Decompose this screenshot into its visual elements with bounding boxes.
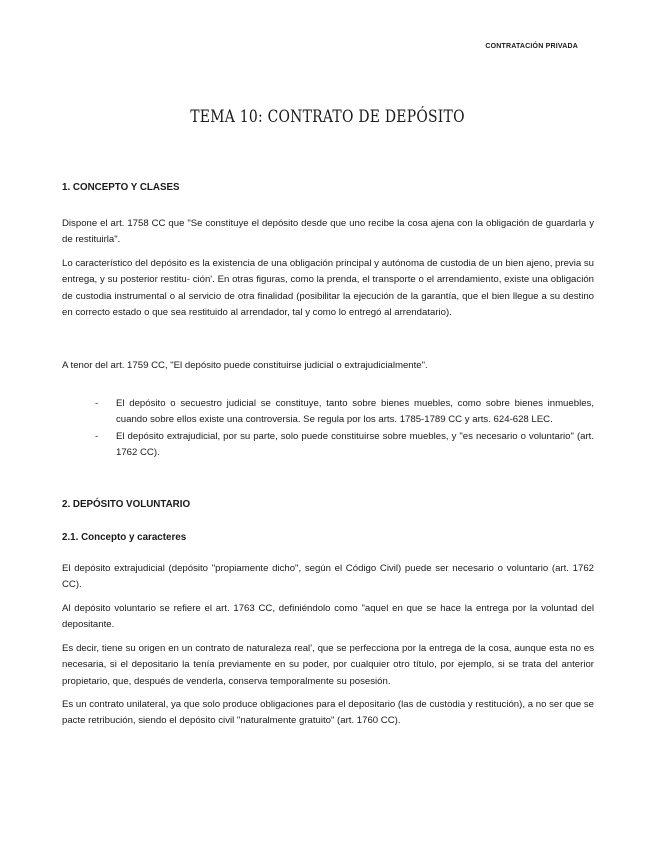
paragraph: Es un contrato unilateral, ya que solo produce obligaciones para el depositario (las de custodia y restitución), a no ser que se pacte retribución, siendo el depósito civil "naturalmente gratuito" (art. 1760 CC). — [62, 699, 594, 727]
document-title: TEMA 10: CONTRATO DE DEPÓSITO — [190, 107, 465, 127]
bullet-list — [95, 396, 594, 461]
list-item — [95, 429, 594, 462]
list-item-text: El depósito extrajudicial, por su parte, solo puede constituirse sobre muebles, y "es necesario o voluntario" (art. 1762 CC). — [116, 430, 594, 458]
paragraph: Dispone el art. 1758 CC que "Se constituye el depósito desde que uno recibe la cosa ajena con la obligación de guardarla y de restituirla". — [62, 218, 594, 246]
list-dash: - — [95, 398, 99, 409]
list-item-text: El depósito o secuestro judicial se constituye, tanto sobre bienes muebles, como sobre bienes inmuebles, cuando sobre ellos existe una controversia. Se regula por los arts. 1785-1789 CC y arts. 624-628 LEC. — [116, 398, 594, 426]
subsection-heading: 2.1. Concepto y caracteres — [62, 532, 187, 543]
paragraph: Es decir, tiene su origen en un contrato de naturaleza real', que se perfecciona por la entrega de la cosa, aunque esta no es necesaria, si el depositario la tenía previamente en su poder, por cualquier otro título, por ejemplo, si se trata del anterior propietario, que, después de venderla, conserva temporalmente su posesión. — [62, 643, 594, 687]
section-heading-deposito-voluntario: 2. DEPÓSITO VOLUNTARIO — [62, 499, 191, 510]
list-dash: - — [95, 430, 99, 442]
paragraph: Al depósito voluntario se refiere el art. 1763 CC, definiéndolo como "aquel en que se hace la entrega por la voluntad del depositante. — [62, 603, 594, 631]
paragraph: El depósito extrajudicial (depósito "propiamente dicho", según el Código Civil) puede ser necesario o voluntario (art. 1762 CC). — [62, 563, 594, 591]
paragraph: Lo característico del depósito es la existencia de una obligación principal y autónoma de custodia de un bien ajeno, previa su entrega, y su posterior restitu- ción'. En otras figuras, como la prenda, el transporte o el arrendamiento, existe una obligación de custodia instrumental o al servicio de otra finalidad (posibilitar la ejecución de la garantía, que el bien llegue a su destino en correcto estado o que sea restituido al arrendador, tal y como lo entregó al arrendatario). — [62, 258, 594, 318]
running-header: CONTRATACIÓN PRIVADA — [485, 43, 578, 50]
paragraph: A tenor del art. 1759 CC, "El depósito puede constituirse judicial o extrajudicialmente". — [62, 360, 428, 371]
section-heading-concepto: 1. CONCEPTO Y CLASES — [62, 182, 180, 193]
list-item — [95, 396, 594, 429]
